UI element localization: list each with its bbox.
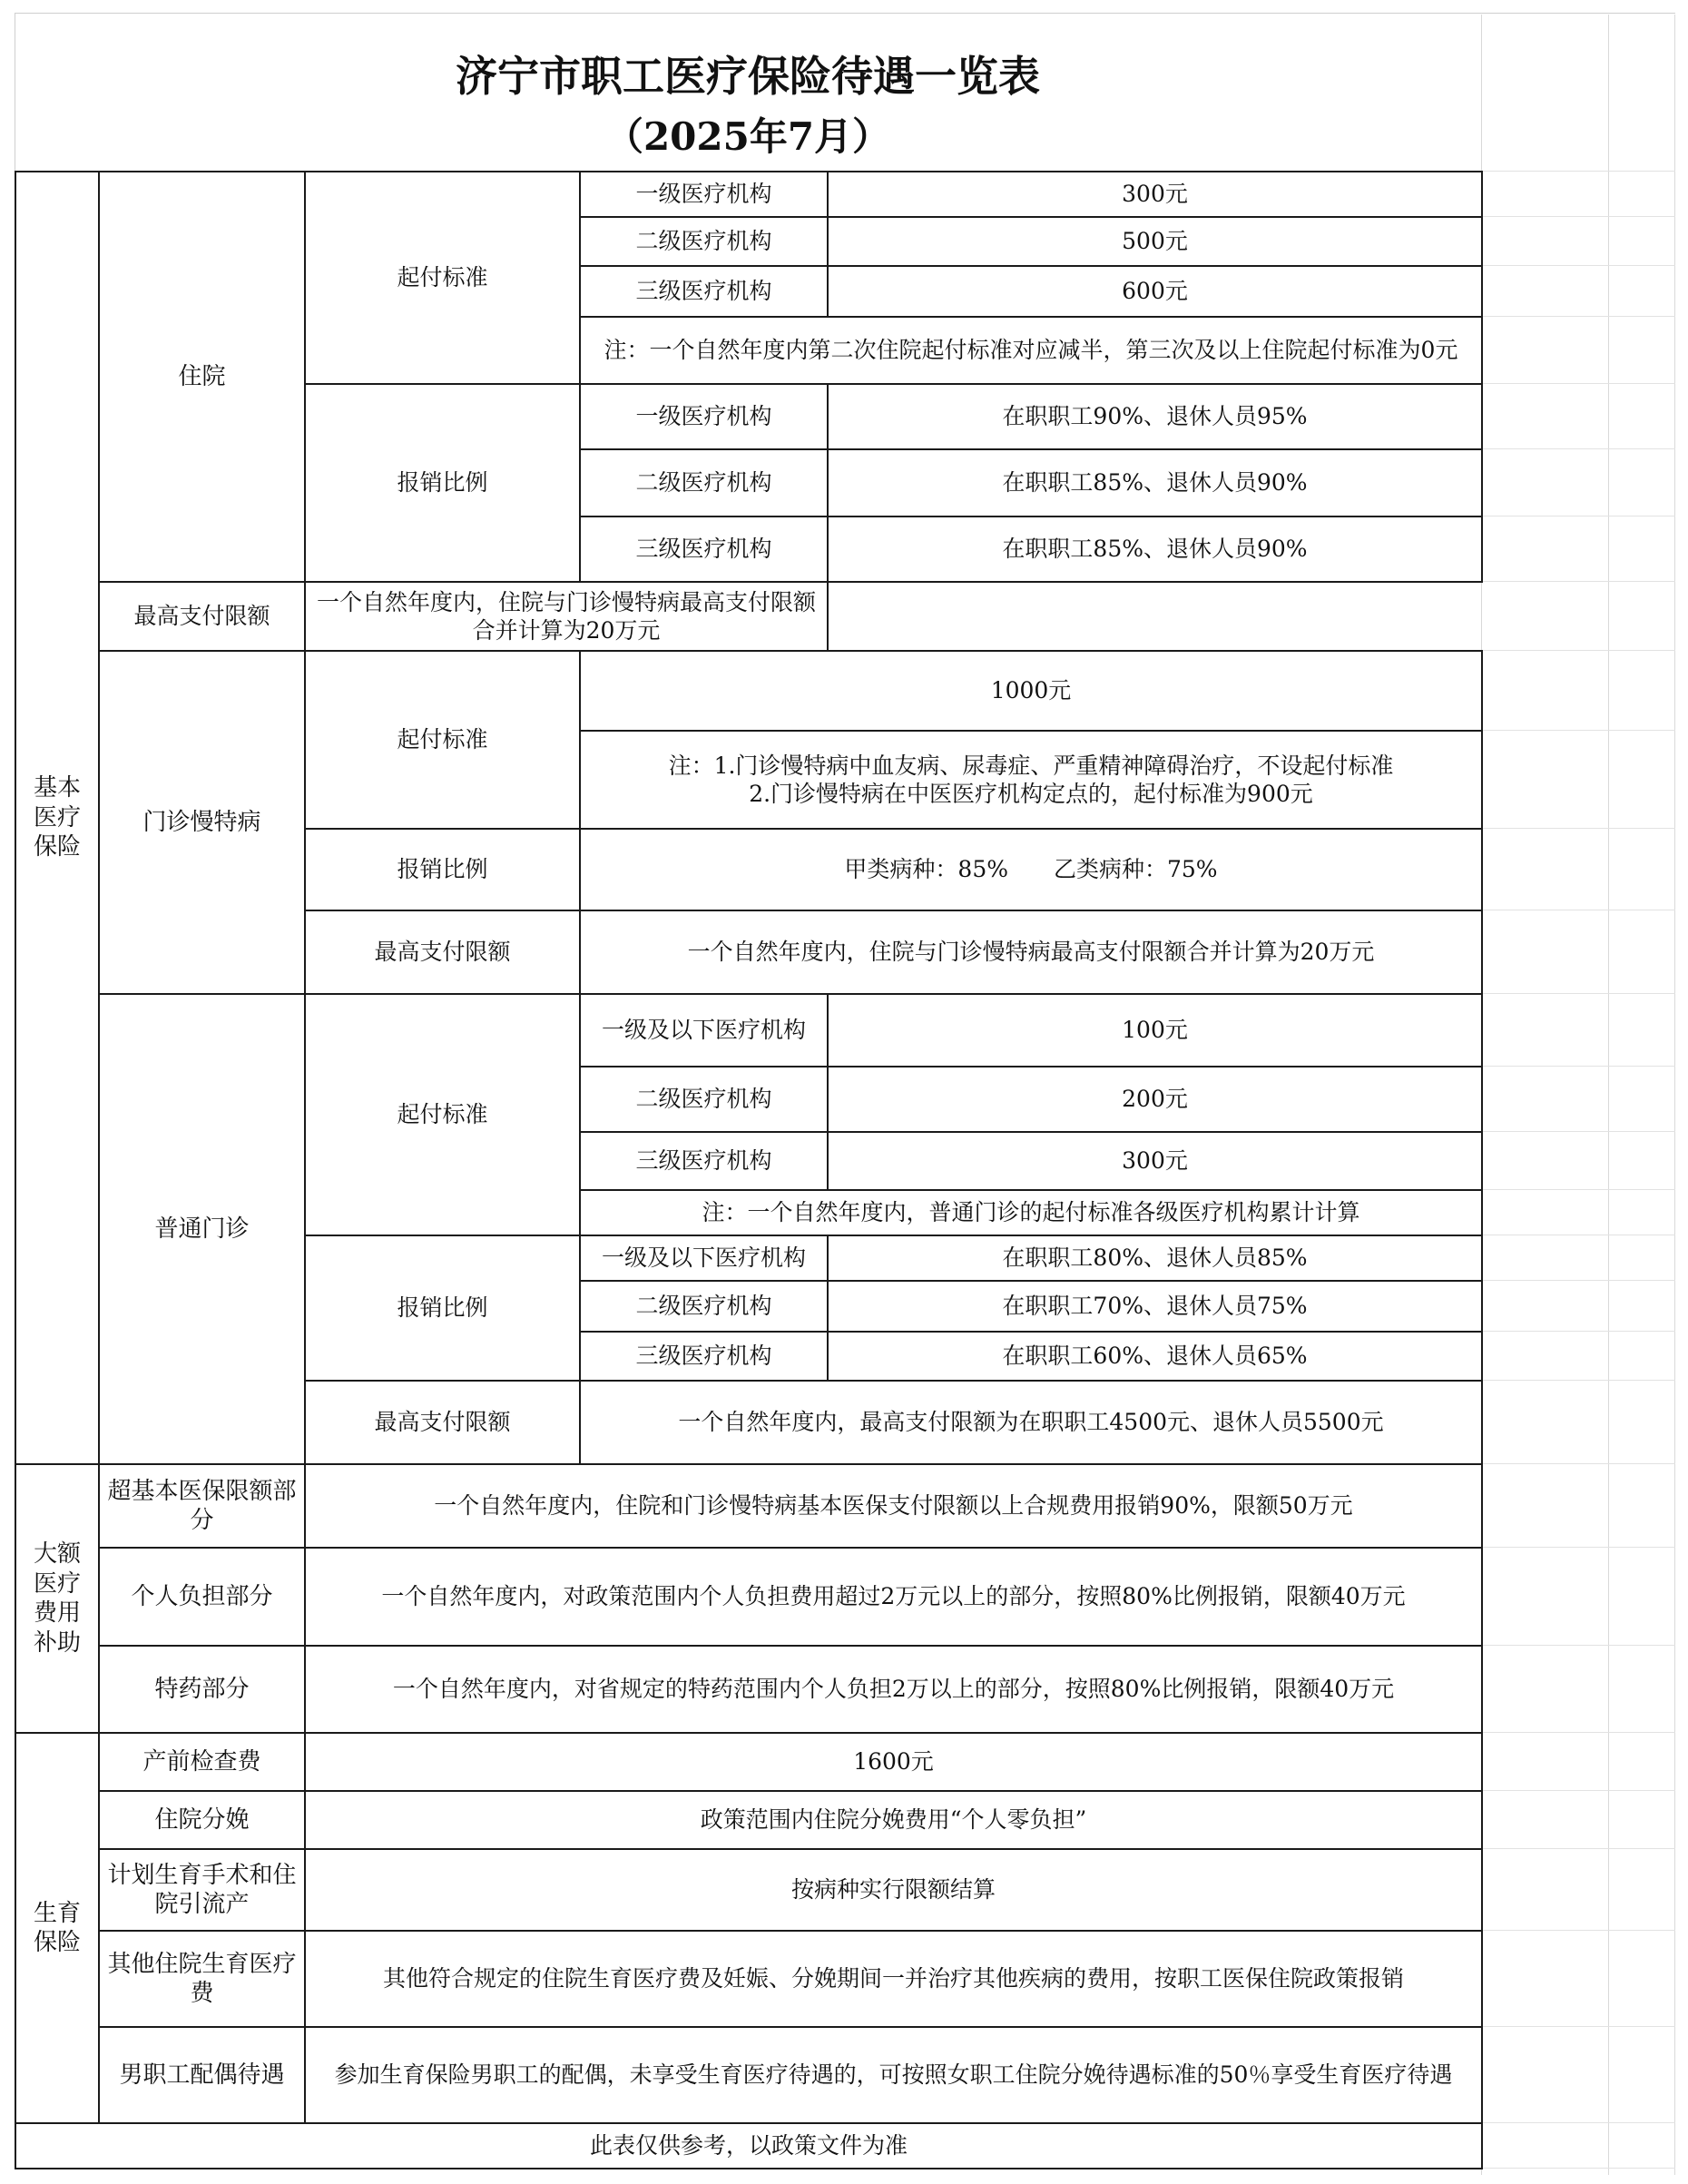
- grid-hline: [1481, 828, 1675, 829]
- item-general-deductible: 起付标准: [305, 994, 580, 1235]
- grid-hline: [1481, 1732, 1675, 1733]
- item-general-ratio: 报销比例: [305, 1235, 580, 1381]
- level-cell: 三级医疗机构: [580, 1332, 828, 1381]
- grid-hline: [1481, 316, 1675, 317]
- value-cell: 一个自然年度内，住院与门诊慢特病最高支付限额合并计算为20万元: [305, 582, 828, 651]
- level-cell: 三级医疗机构: [580, 1132, 828, 1190]
- spreadsheet-gridlines: [1481, 15, 1675, 2175]
- value-cell: 其他符合规定的住院生育医疗费及妊娠、分娩期间一并治疗其他疾病的费用，按职工医保住院政策报销: [305, 1931, 1482, 2027]
- level-cell: 三级医疗机构: [580, 516, 828, 582]
- level-cell: 二级医疗机构: [580, 1281, 828, 1332]
- grid-vline: [1674, 15, 1675, 2175]
- grid-vline: [1608, 15, 1609, 2175]
- page-title: 济宁市职工医疗保险待遇一览表: [456, 52, 1040, 101]
- grid-hline: [1481, 1280, 1675, 1281]
- value-cell: 按病种实行限额结算: [305, 1849, 1482, 1931]
- grid-hline: [1481, 1790, 1675, 1791]
- maternity-item-label: 产前检查费: [99, 1733, 305, 1791]
- maternity-item-label: 其他住院生育医疗费: [99, 1931, 305, 2027]
- grid-hline: [1481, 730, 1675, 731]
- value-cell: 在职职工70%、退休人员75%: [828, 1281, 1482, 1332]
- value-cell: 参加生育保险男职工的配偶，未享受生育医疗待遇的，可按照女职工住院分娩待遇标准的50％享受生育医疗待遇: [305, 2027, 1482, 2123]
- table-row: [15, 1791, 1482, 1849]
- section-inpatient: 住院: [99, 172, 305, 582]
- grid-hline: [1481, 581, 1675, 582]
- grid-hline: [1481, 1463, 1675, 1464]
- major-item-label: 个人负担部分: [99, 1548, 305, 1646]
- table-row: [15, 1849, 1482, 1931]
- grid-hline: [1481, 1848, 1675, 1849]
- value-cell: 1000元: [580, 651, 1482, 731]
- item-chronic-deductible: 起付标准: [305, 651, 580, 829]
- value-cell: 在职职工85%、退休人员90%: [828, 516, 1482, 582]
- title-area: [15, 13, 1481, 171]
- note-cell: [580, 731, 1482, 829]
- grid-hline: [1481, 448, 1675, 449]
- table-row: [15, 651, 1482, 731]
- grid-hline: [1481, 1331, 1675, 1332]
- value-cell: 200元: [828, 1067, 1482, 1132]
- level-cell: 一级医疗机构: [580, 172, 828, 217]
- major-item-label: 超基本医保限额部分: [99, 1464, 305, 1548]
- item-chronic-max: 最高支付限额: [305, 910, 580, 994]
- major-item-label: 特药部分: [99, 1646, 305, 1733]
- table-row: [15, 582, 1482, 651]
- item-inpatient-max: 最高支付限额: [99, 582, 305, 651]
- note-line-2: 2.门诊慢特病在中医医疗机构定点的，起付标准为900元: [749, 781, 1313, 807]
- table-row: [15, 172, 1482, 217]
- level-cell: 一级及以下医疗机构: [580, 994, 828, 1067]
- value-cell: 一个自然年度内，对省规定的特药范围内个人负担2万以上的部分，按照80%比例报销，限额40万元: [305, 1646, 1482, 1733]
- page-subtitle: （2025年7月）: [604, 114, 891, 159]
- section-chronic: 门诊慢特病: [99, 651, 305, 994]
- table-row: [15, 1646, 1482, 1733]
- note-cell: 注：一个自然年度内第二次住院起付标准对应减半，第三次及以上住院起付标准为0元: [580, 317, 1482, 384]
- category-basic-insurance: 基本 医疗 保险: [15, 172, 99, 1464]
- grid-hline: [1481, 993, 1675, 994]
- grid-hline: [1481, 1066, 1675, 1067]
- grid-hline: [1481, 1930, 1675, 1931]
- value-cell: 一个自然年度内，住院与门诊慢特病最高支付限额合并计算为20万元: [580, 910, 1482, 994]
- grid-hline: [1481, 1380, 1675, 1381]
- value-cell: 在职职工90%、退休人员95%: [828, 384, 1482, 449]
- category-maternity: 生育 保险: [15, 1733, 99, 2123]
- level-cell: 二级医疗机构: [580, 449, 828, 516]
- table-row: [15, 1464, 1482, 1548]
- value-cell: 100元: [828, 994, 1482, 1067]
- value-cell: 1600元: [305, 1733, 1482, 1791]
- table-row: [15, 1733, 1482, 1791]
- item-chronic-ratio: 报销比例: [305, 829, 580, 910]
- value-cell: 600元: [828, 266, 1482, 317]
- level-cell: 二级医疗机构: [580, 217, 828, 266]
- value-cell: 一个自然年度内，住院和门诊慢特病基本医保支付限额以上合规费用报销90%，限额50万元: [305, 1464, 1482, 1548]
- table-row: [15, 994, 1482, 1067]
- grid-hline: [1481, 2122, 1675, 2123]
- maternity-item-label: 住院分娩: [99, 1791, 305, 1849]
- grid-hline: [1481, 2168, 1675, 2169]
- grid-hline: [1481, 1131, 1675, 1132]
- benefits-table: [15, 171, 1483, 2169]
- value-cell: 一个自然年度内，对政策范围内个人负担费用超过2万元以上的部分，按照80%比例报销，限额40万元: [305, 1548, 1482, 1646]
- table-row: [15, 2027, 1482, 2123]
- value-cell: 在职职工80%、退休人员85%: [828, 1235, 1482, 1281]
- value-cell: 一个自然年度内，最高支付限额为在职职工4500元、退休人员5500元: [580, 1381, 1482, 1464]
- grid-hline: [1481, 265, 1675, 266]
- value-cell: 300元: [828, 1132, 1482, 1190]
- grid-hline: [1481, 171, 1675, 172]
- item-general-max: 最高支付限额: [305, 1381, 580, 1464]
- value-cell: 在职职工60%、退休人员65%: [828, 1332, 1482, 1381]
- note-line-1: 注：1.门诊慢特病中血友病、尿毒症、严重精神障碍治疗，不设起付标准: [668, 752, 1394, 779]
- value-cell: 在职职工85%、退休人员90%: [828, 449, 1482, 516]
- level-cell: 二级医疗机构: [580, 1067, 828, 1132]
- value-cell: 300元: [828, 172, 1482, 217]
- value-cell: 500元: [828, 217, 1482, 266]
- grid-hline: [1481, 1547, 1675, 1548]
- table-row: [15, 2123, 1482, 2169]
- item-inpatient-ratio: 报销比例: [305, 384, 580, 582]
- grid-hline: [1481, 1645, 1675, 1646]
- maternity-item-label: 男职工配偶待遇: [99, 2027, 305, 2123]
- category-major-medical: 大额 医疗 费用 补助: [15, 1464, 99, 1733]
- level-cell: 一级及以下医疗机构: [580, 1235, 828, 1281]
- grid-hline: [1481, 216, 1675, 217]
- note-cell: 注：一个自然年度内，普通门诊的起付标准各级医疗机构累计计算: [580, 1190, 1482, 1235]
- item-inpatient-deductible: 起付标准: [305, 172, 580, 384]
- grid-hline: [1481, 650, 1675, 651]
- level-cell: 一级医疗机构: [580, 384, 828, 449]
- grid-hline: [1481, 2026, 1675, 2027]
- grid-hline: [1481, 1189, 1675, 1190]
- value-cell: 甲类病种：85% 乙类病种：75%: [580, 829, 1482, 910]
- maternity-item-label: 计划生育手术和住院引流产: [99, 1849, 305, 1931]
- table-row: [15, 1548, 1482, 1646]
- table-row: [15, 1931, 1482, 2027]
- value-cell: 政策范围内住院分娩费用“个人零负担”: [305, 1791, 1482, 1849]
- section-general-outpatient: 普通门诊: [99, 994, 305, 1464]
- grid-hline: [1481, 383, 1675, 384]
- level-cell: 三级医疗机构: [580, 266, 828, 317]
- footer-note: 此表仅供参考，以政策文件为准: [15, 2123, 1482, 2169]
